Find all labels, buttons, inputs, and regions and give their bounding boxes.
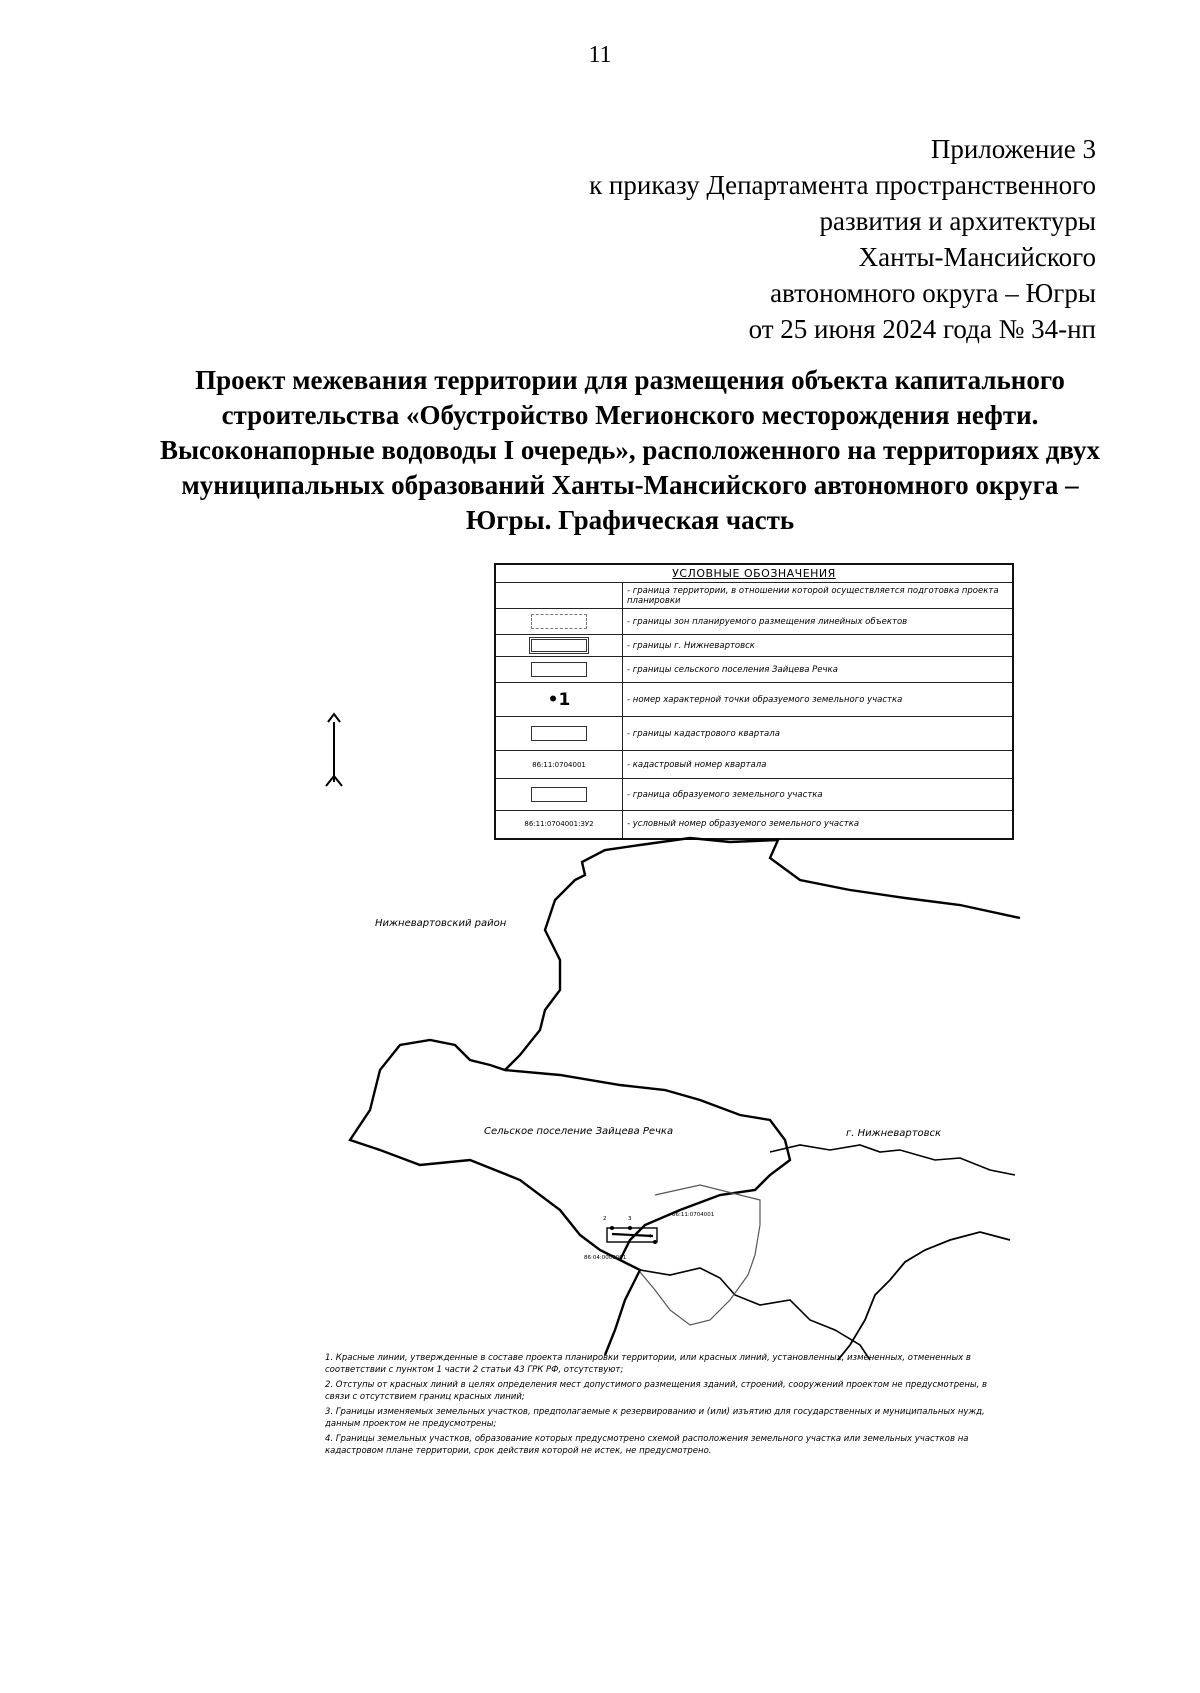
appendix-line: Ханты-Мансийского (858, 242, 1096, 272)
appendix-line: автономного округа – Югры (770, 278, 1096, 308)
appendix-line: развития и архитектуры (819, 206, 1096, 236)
settlement-boundary (505, 1070, 790, 1260)
legend-heading: УСЛОВНЫЕ ОБОЗНАЧЕНИЯ (495, 564, 1013, 583)
label-point: 2 (603, 1216, 607, 1222)
note-item: 3. Границы изменяемых земельных участков, предполагаемые к резервированию и (или) изъятию для государственных и муниципальных нужд, данным проектом не предусмотрены; (325, 1407, 985, 1429)
river-line (838, 1232, 1010, 1360)
legend-text: - границы г. Нижневартовск (623, 635, 1014, 657)
document-title: Проект межевания территории для размещения объекта капитального строительства «Обустройство Мегионского месторождения нефти. Высоконапорные водоводы I очередь», расположенного на территориях двух муниципальных образований Ханты-Мансийского автономного округа – Югры. Графическая часть (159, 365, 1101, 535)
label-point: 4 (648, 1234, 652, 1240)
point-2-marker (610, 1226, 614, 1230)
legend-text: - граница образуемого земельного участка (623, 779, 1014, 811)
point-3-marker (628, 1226, 632, 1230)
appendix-line: Приложение 3 (930, 134, 1096, 164)
legend-symbol: 86:11:0704001 (495, 751, 623, 779)
waterline-route (612, 1234, 653, 1236)
legend-text: - границы зон планируемого размещения линейных объектов (623, 609, 1014, 635)
city-boundary (770, 1145, 1015, 1175)
label-quarter-2: 86:04:0000001 (584, 1255, 627, 1261)
note-item: 2. Отступы от красных линий в целях определения мест допустимого размещения зданий, строений, сооружений проектом не предусмотрены, в связи с отсутствием границ красных линий; (325, 1380, 987, 1402)
label-quarter: 86:11:0704001 (672, 1212, 715, 1218)
label-point: 3 (628, 1216, 632, 1222)
cadastral-quarter-outline (640, 1185, 760, 1325)
appendix-line: от 25 июня 2024 года № 34-нп (748, 314, 1096, 344)
label-city: г. Нижневартовск (846, 1128, 942, 1139)
note-item: 4. Границы земельных участков, образование которых предусмотрено схемой расположения земельного участка или земельных участков на кадастровом плане территории, срок действия которой не истек, не предусмотрено. (325, 1434, 969, 1456)
point-marker-icon: •1 (547, 689, 571, 710)
notes-block (325, 1352, 1005, 1460)
north-arrow-icon (326, 714, 342, 786)
appendix-line: к приказу Департамента пространственного (589, 170, 1096, 200)
note-item: 1. Красные линии, утвержденные в составе проекта планировки территории, или красных линий, установленных, измененных, отмененных в соответствии с пунктом 1 части 2 статьи 43 ГРК РФ, отсутствуют; (325, 1353, 971, 1375)
label-settlement: Сельское поселение Зайцева Речка (484, 1126, 674, 1137)
legend-text: - граница территории, в отношении которой осуществляется подготовка проекта планировки (623, 583, 1014, 609)
page-number: 11 (588, 42, 612, 68)
point-4-marker (653, 1240, 657, 1244)
label-district: Нижневартовский район (375, 918, 507, 929)
point-number-sample: 1 (558, 689, 571, 710)
legend-text: - границы кадастрового квартала (623, 717, 1014, 751)
legend-text: - границы сельского поселения Зайцева Речка (623, 657, 1014, 683)
legend-symbol: 86:11:0704001:ЗУ2 (495, 811, 623, 839)
legend-text: - номер характерной точки образуемого земельного участка (623, 683, 1014, 717)
legend-text: - условный номер образуемого земельного участка (623, 811, 1014, 839)
legend-text: - кадастровый номер квартала (623, 751, 1014, 779)
